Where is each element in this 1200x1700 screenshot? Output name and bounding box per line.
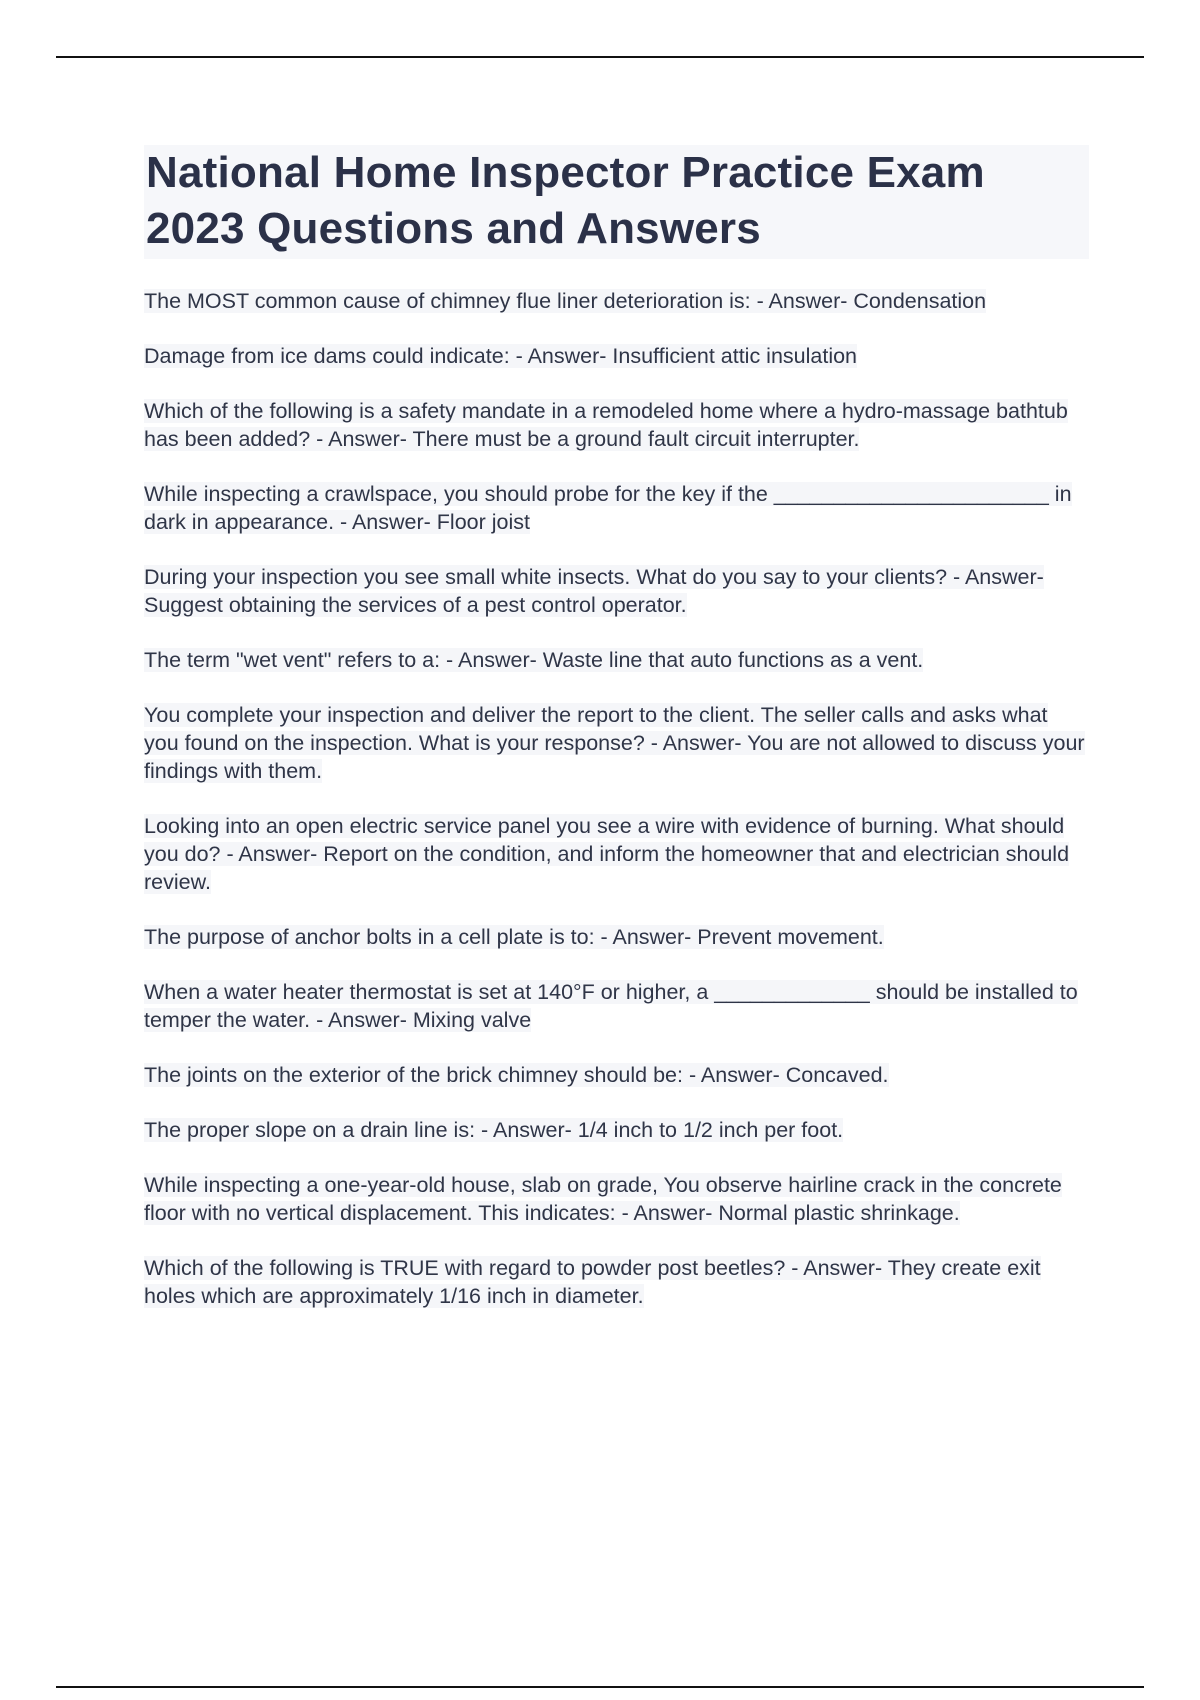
- qa-item: While inspecting a crawlspace, you should probe for the key if the _______________________ in dark in appearance. - Answer- Floor joist: [144, 482, 1072, 534]
- qa-item: The MOST common cause of chimney flue liner deterioration is: - Answer- Condensation: [144, 289, 987, 313]
- document-body: [144, 145, 1089, 1337]
- qa-item: The proper slope on a drain line is: - Answer- 1/4 inch to 1/2 inch per foot.: [144, 1118, 844, 1142]
- qa-item: When a water heater thermostat is set at 140°F or higher, a _____________ should be installed to temper the water. - Answer- Mixing valve: [144, 980, 1078, 1032]
- qa-list: [144, 287, 1089, 1310]
- document-title: National Home Inspector Practice Exam 2023 Questions and Answers: [144, 145, 1089, 259]
- qa-item: Damage from ice dams could indicate: - Answer- Insufficient attic insulation: [144, 344, 858, 368]
- top-rule: [56, 56, 1144, 58]
- qa-item: Which of the following is TRUE with regard to powder post beetles? - Answer- They create exit holes which are approximately 1/16 inch in diameter.: [144, 1256, 1041, 1308]
- qa-item: Looking into an open electric service panel you see a wire with evidence of burning. What should you do? - Answer- Report on the condition, and inform the homeowner that and electrician should review.: [144, 814, 1070, 894]
- qa-item: The term "wet vent" refers to a: - Answer- Waste line that auto functions as a vent.: [144, 648, 924, 672]
- qa-item: Which of the following is a safety mandate in a remodeled home where a hydro-massage bathtub has been added? - Answer- There must be a ground fault circuit interrupter.: [144, 399, 1068, 451]
- qa-item: You complete your inspection and deliver the report to the client. The seller calls and asks what you found on the inspection. What is your response? - Answer- You are not allowed to discuss your findings with them.: [144, 703, 1085, 783]
- qa-item: The purpose of anchor bolts in a cell plate is to: - Answer- Prevent movement.: [144, 925, 884, 949]
- qa-item: The joints on the exterior of the brick chimney should be: - Answer- Concaved.: [144, 1063, 889, 1087]
- qa-item: While inspecting a one-year-old house, slab on grade, You observe hairline crack in the concrete floor with no vertical displacement. This indicates: - Answer- Normal plastic shrinkage.: [144, 1173, 1062, 1225]
- bottom-rule: [56, 1686, 1144, 1688]
- qa-item: During your inspection you see small white insects. What do you say to your clients? - Answer- Suggest obtaining the services of a pest control operator.: [144, 565, 1044, 617]
